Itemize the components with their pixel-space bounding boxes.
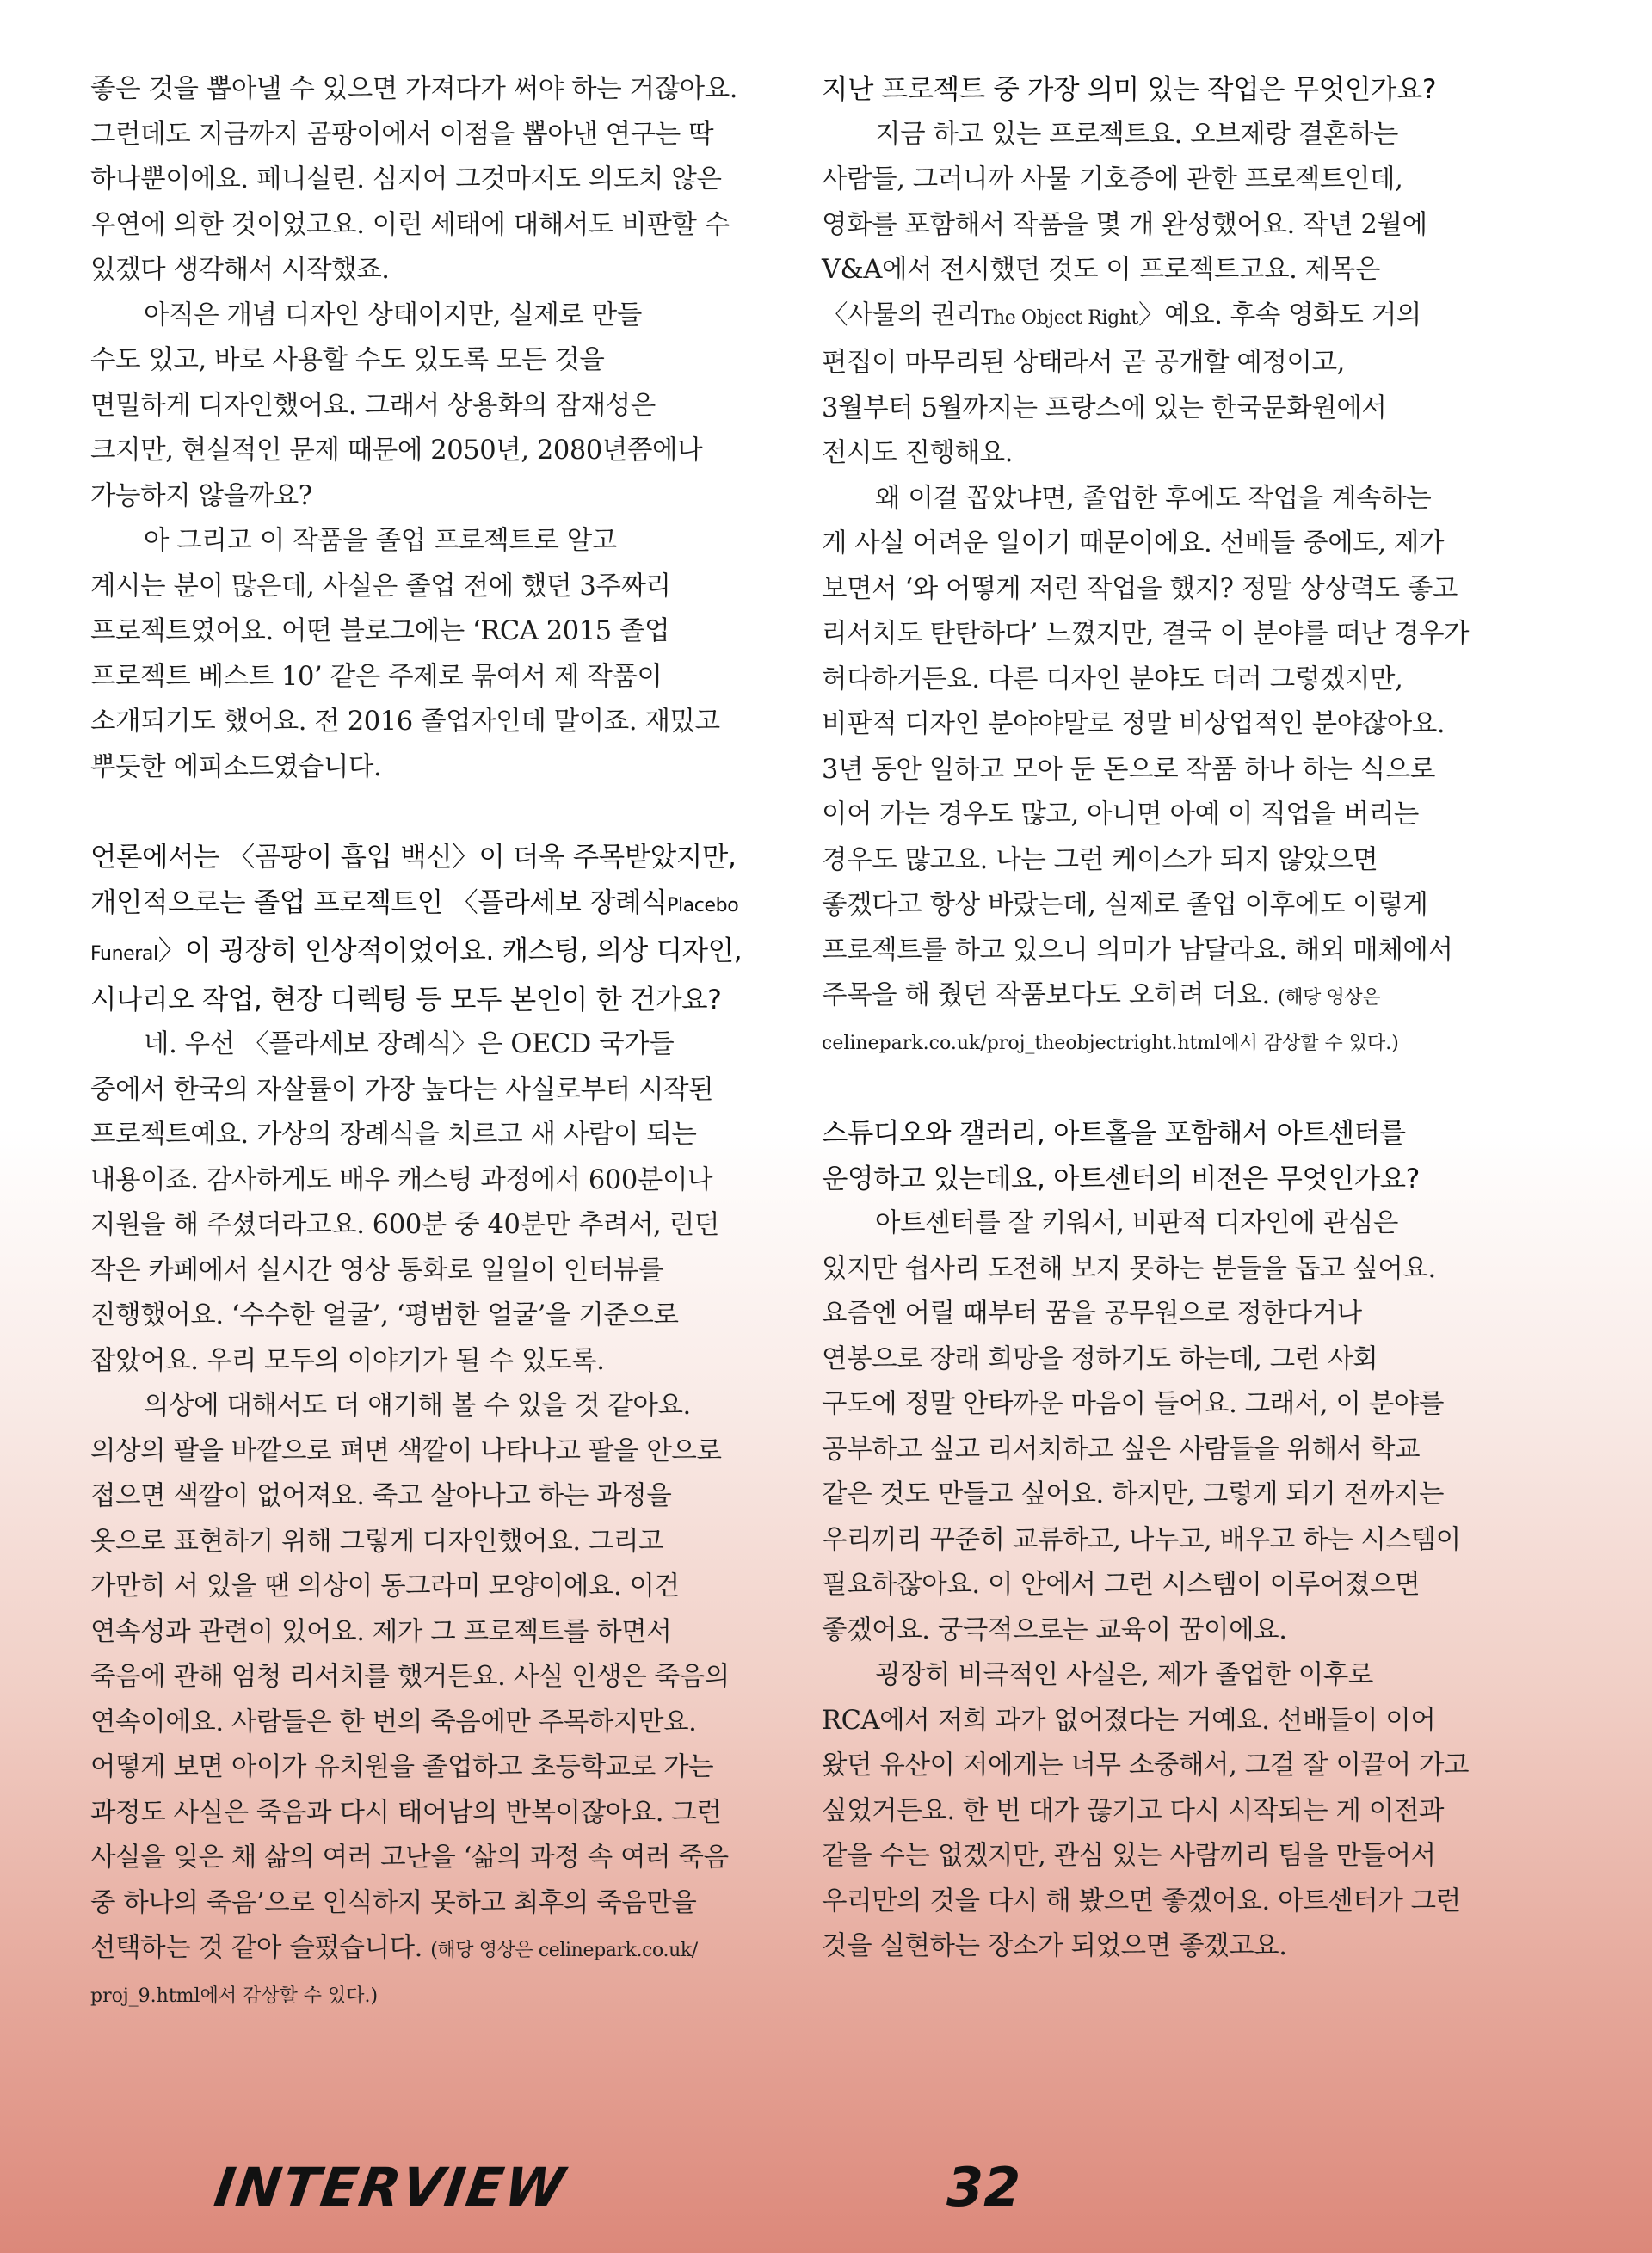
- text-line: 의상의 팔을 바깥으로 펴면 색깔이 나타나고 팔을 안으로: [90, 1435, 722, 1466]
- text-line: 가능하지 않을까요?: [90, 480, 312, 511]
- page-number: 32: [946, 2156, 1021, 2219]
- text-line: 지원을 해 주셨더라고요. 600분 중 40분만 추려서, 런던: [90, 1210, 719, 1240]
- text-line: 잡았어요. 우리 모두의 이야기가 될 수 있도록.: [90, 1345, 605, 1376]
- text-line: 중 하나의 죽음’으로 인식하지 못하고 최후의 죽음만을: [90, 1887, 697, 1918]
- text-line: 허다하거든요. 다른 디자인 분야도 더러 그렇겠지만,: [822, 664, 1403, 694]
- paragraph: [822, 477, 1510, 1067]
- text-line: 좋겠어요. 궁극적으로는 교육이 꿈이에요.: [822, 1614, 1287, 1645]
- paragraph: [90, 1384, 779, 2019]
- question-line: 스튜디오와 갤러리, 아트홀을 포함해서 아트센터를: [822, 1118, 1406, 1149]
- text-line: 면밀하게 디자인했어요. 그래서 상용화의 잠재성은: [90, 390, 656, 421]
- text-line: 하나뿐이에요. 페니실린. 심지어 그것마저도 의도치 않은: [90, 164, 722, 194]
- text-line: 우연에 의한 것이었고요. 이런 세태에 대해서도 비판할 수: [90, 209, 730, 240]
- text-line: 연속이에요. 사람들은 한 번의 죽음에만 주목하지만요.: [90, 1707, 697, 1738]
- text-line: 프로젝트였어요. 어떤 블로그에는 ‘RCA 2015 졸업: [90, 616, 670, 646]
- text-line: 사람들, 그러니까 사물 기호증에 관한 프로젝트인데,: [822, 164, 1403, 194]
- text-line: 3월부터 5월까지는 프랑스에 있는 한국문화원에서: [822, 392, 1387, 423]
- text-line: 싶었거든요. 한 번 대가 끊기고 다시 시작되는 게 이전과: [822, 1795, 1445, 1826]
- text-line: 접으면 색깔이 없어져요. 죽고 살아나고 하는 과정을: [90, 1481, 672, 1511]
- text-line: 필요하잖아요. 이 안에서 그런 시스템이 이루어졌으면: [822, 1570, 1421, 1600]
- text-line: 것을 실현하는 장소가 되었으면 좋겠고요.: [822, 1931, 1287, 1961]
- paragraph: [90, 67, 779, 293]
- paragraph: [822, 113, 1510, 477]
- text-line: 크지만, 현실적인 문제 때문에 2050년, 2080년쯤에나: [90, 435, 703, 466]
- text-line: 리서치도 탄탄하다’ 느꼈지만, 결국 이 분야를 떠난 경우가: [822, 619, 1470, 649]
- text-line: 편집이 마무리된 상태라서 곧 공개할 예정이고,: [822, 348, 1345, 378]
- text-line: 과정도 사실은 죽음과 다시 태어남의 반복이잖아요. 그런: [90, 1797, 722, 1828]
- text-line: 굉장히 비극적인 사실은, 제가 졸업한 이후로: [875, 1660, 1373, 1690]
- text-line: 우리끼리 꾸준히 교류하고, 나누고, 배우고 하는 시스템이: [822, 1524, 1461, 1555]
- text-line: 프로젝트를 하고 있으니 의미가 남달라요. 해외 매체에서: [822, 935, 1453, 966]
- text-line: 3년 동안 일하고 모아 둔 돈으로 작품 하나 하는 식으로: [822, 754, 1435, 785]
- text-line: 왜 이걸 꼽았냐면, 졸업한 후에도 작업을 계속하는: [875, 483, 1432, 514]
- text-line: 네. 우선 〈플라세보 장례식〉은 OECD 국가들: [144, 1029, 675, 1059]
- question-line: 운영하고 있는데요, 아트센터의 비전은 무엇인가요?: [822, 1163, 1420, 1194]
- text-line: V&A에서 전시했던 것도 이 프로젝트고요. 제목은: [822, 255, 1380, 285]
- text-line: 공부하고 싶고 리서치하고 싶은 사람들을 위해서 학교: [822, 1434, 1421, 1465]
- text-line: 연속성과 관련이 있어요. 제가 그 프로젝트를 하면서: [90, 1616, 672, 1647]
- caption-note: celinepark.co.uk/proj_theobjectright.html에서 감상할 수 있다.): [822, 1032, 1399, 1054]
- paragraph: [90, 293, 779, 520]
- question-line: 지난 프로젝트 중 가장 의미 있는 작업은 무엇인가요?: [822, 74, 1437, 105]
- text-line: 수도 있고, 바로 사용할 수도 있도록 모든 것을: [90, 345, 605, 375]
- text-line: 구도에 정말 안타까운 마음이 들어요. 그래서, 이 분야를: [822, 1389, 1445, 1419]
- caption-note: (해당 영상은: [1278, 987, 1381, 1009]
- paragraph: [90, 1022, 779, 1384]
- text-line: 비판적 디자인 분야야말로 정말 비상업적인 분야잖아요.: [822, 709, 1446, 739]
- text-line: 있지만 쉽사리 도전해 보지 못하는 분들을 돕고 싶어요.: [822, 1253, 1436, 1284]
- text-line: 아직은 개념 디자인 상태이지만, 실제로 만들: [144, 299, 642, 330]
- text-line: 뿌듯한 에피소드였습니다.: [90, 751, 382, 782]
- paragraph: [822, 1201, 1510, 1653]
- text-line: 왔던 유산이 저에게는 너무 소중해서, 그걸 잘 이끌어 가고: [822, 1750, 1470, 1781]
- text-line: 어떻게 보면 아이가 유치원을 졸업하고 초등학교로 가는: [90, 1752, 714, 1782]
- question-line: 개인적으로는 졸업 프로젝트인 〈플라세보 장례식Placebo: [90, 886, 739, 918]
- right-column: [822, 67, 1510, 1970]
- text-line: 같을 수는 없겠지만, 관심 있는 사람끼리 팀을 만들어서: [822, 1841, 1436, 1871]
- caption-note: proj_9.html에서 감상할 수 있다.): [90, 1984, 379, 2007]
- interview-question: [822, 1111, 1510, 1201]
- text-line: 좋은 것을 뽑아낼 수 있으면 가져다가 써야 하는 거잖아요.: [90, 74, 738, 104]
- caption-note: (해당 영상은 celinepark.co.uk/: [430, 1940, 698, 1961]
- question-line: 언론에서는 〈곰팡이 흡입 백신〉이 더욱 주목받았지만,: [90, 842, 737, 873]
- text-line: 아 그리고 이 작품을 졸업 프로젝트로 알고: [144, 526, 617, 556]
- text-line: 아트센터를 잘 키워서, 비판적 디자인에 관심은: [875, 1208, 1398, 1238]
- text-line: 작은 카페에서 실시간 영상 통화로 일일이 인터뷰를: [90, 1255, 664, 1286]
- text-line: 옷으로 표현하기 위해 그렇게 디자인했어요. 그리고: [90, 1526, 664, 1557]
- text-line: 죽음에 관해 엄청 리서치를 했거든요. 사실 인생은 죽음의: [90, 1662, 730, 1692]
- text-line: 계시는 분이 많은데, 사실은 졸업 전에 했던 3주짜리: [90, 571, 671, 602]
- text-line: RCA에서 저희 과가 없어졌다는 거예요. 선배들이 이어: [822, 1705, 1436, 1736]
- text-line: 가만히 서 있을 땐 의상이 동그라미 모양이에요. 이건: [90, 1571, 680, 1602]
- text-line: 보면서 ‘와 어떻게 저런 작업을 했지? 정말 상상력도 좋고: [822, 573, 1458, 604]
- text-line: 연봉으로 장래 희망을 정하기도 하는데, 그런 사회: [822, 1343, 1378, 1374]
- text-line: 중에서 한국의 자살률이 가장 높다는 사실로부터 시작된: [90, 1074, 714, 1105]
- section-label: INTERVIEW: [210, 2156, 570, 2219]
- text-line: 그런데도 지금까지 곰팡이에서 이점을 뽑아낸 연구는 딱: [90, 119, 714, 150]
- text-line: 의상에 대해서도 더 얘기해 볼 수 있을 것 같아요.: [144, 1391, 691, 1421]
- text-line: 경우도 많고요. 나는 그런 케이스가 되지 않았으면: [822, 844, 1378, 875]
- text-line: 있겠다 생각해서 시작했죠.: [90, 255, 390, 285]
- paragraph: [822, 1653, 1510, 1970]
- text-line: 선택하는 것 같아 슬펐습니다. (해당 영상은 celinepark.co.uk/: [90, 1933, 698, 1963]
- text-line: 지금 하고 있는 프로젝트요. 오브제랑 결혼하는: [875, 119, 1398, 150]
- text-line: 소개되기도 했어요. 전 2016 졸업자인데 말이죠. 재밌고: [90, 707, 720, 737]
- text-line: 같은 것도 만들고 싶어요. 하지만, 그렇게 되기 전까지는: [822, 1479, 1445, 1509]
- text-line: 요즘엔 어릴 때부터 꿈을 공무원으로 정한다거나: [822, 1299, 1362, 1329]
- paragraph: [90, 519, 779, 790]
- text-line: 주목을 해 줬던 작품보다도 오히려 더요. (해당 영상은: [822, 980, 1381, 1010]
- text-line: 사실을 잊은 채 삶의 여러 고난을 ‘삶의 과정 속 여러 죽음: [90, 1843, 729, 1873]
- text-line: 전시도 진행해요.: [822, 438, 1014, 468]
- text-line: 진행했어요. ‘수수한 얼굴’, ‘평범한 얼굴’을 기준으로: [90, 1300, 679, 1330]
- text-line: 우리만의 것을 다시 해 봤으면 좋겠어요. 아트센터가 그런: [822, 1886, 1461, 1917]
- left-column: [90, 67, 779, 2019]
- text-line: 프로젝트 베스트 10’ 같은 주제로 묶여서 제 작품이: [90, 661, 663, 692]
- interview-question: [90, 835, 779, 1022]
- question-line: 시나리오 작업, 현장 디렉팅 등 모두 본인이 한 건가요?: [90, 984, 722, 1015]
- text-line: 영화를 포함해서 작품을 몇 개 완성했어요. 작년 2월에: [822, 209, 1427, 240]
- question-line: Funeral〉이 굉장히 인상적이었어요. 캐스팅, 의상 디자인,: [90, 935, 743, 966]
- text-line: 이어 가는 경우도 많고, 아니면 아예 이 직업을 버리는: [822, 799, 1419, 830]
- text-line: 〈사물의 권리The Object Right〉예요. 후속 영화도 거의: [822, 299, 1421, 330]
- interview-question: [822, 67, 1510, 113]
- text-line: 좋겠다고 항상 바랐는데, 실제로 졸업 이후에도 이렇게: [822, 890, 1428, 920]
- text-line: 게 사실 어려운 일이기 때문이에요. 선배들 중에도, 제가: [822, 528, 1445, 559]
- text-line: 내용이죠. 감사하게도 배우 캐스팅 과정에서 600분이나: [90, 1164, 713, 1195]
- text-line: 프로젝트예요. 가상의 장례식을 치르고 새 사람이 되는: [90, 1120, 697, 1150]
